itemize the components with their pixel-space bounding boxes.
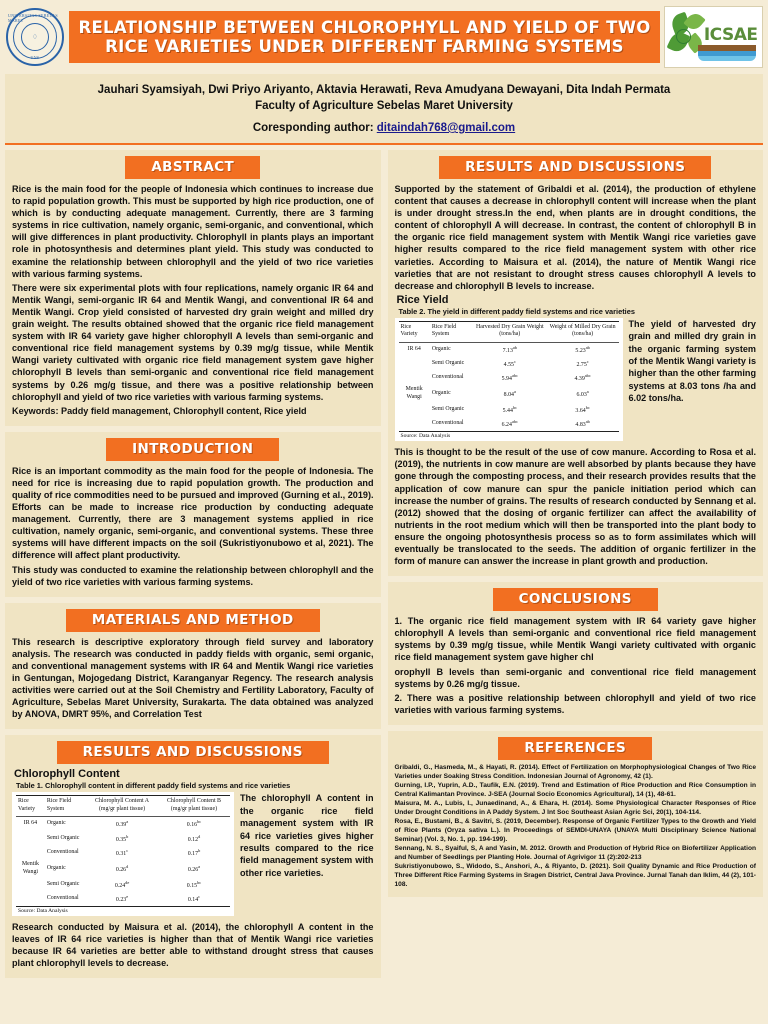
table2-body: [399, 342, 619, 432]
table1-r4-a: 0.24de: [114, 879, 130, 889]
table2-source: Source: Data Analysis: [400, 433, 451, 440]
table1-body: [16, 817, 230, 907]
table-row: [399, 403, 619, 417]
table-row: [399, 385, 619, 403]
table2-r1-system: Semi Organic: [431, 360, 465, 367]
table1-r3-b: 0.26$^a$: [187, 863, 201, 873]
table1-r0-a: 0.39$^a$: [115, 819, 129, 829]
table1-r1-a: 0.35$^b$: [115, 833, 129, 843]
table2-r2-variety: [399, 371, 430, 385]
table-row: [16, 860, 230, 878]
table2-header-row: [399, 321, 619, 342]
introduction-panel: [5, 432, 381, 597]
table2-r2-system: Conventional: [431, 374, 464, 381]
table2: [399, 321, 619, 432]
table1-col-chl-b: Chlorophyll Content B (mg/gr plant tissue): [158, 796, 230, 817]
introduction-heading: INTRODUCTION: [106, 438, 279, 461]
table1-header-row: [16, 796, 230, 817]
table1-r0-system: Organic: [46, 820, 66, 827]
table2-r4-h: 5.44$^{bc}$: [502, 405, 517, 415]
table1-r3-system: Organic: [46, 864, 66, 871]
abstract-heading-wrap: [12, 156, 374, 179]
conclusions-heading-wrap: [395, 588, 757, 611]
materials-panel: [5, 603, 381, 730]
references-heading: REFERENCES: [498, 737, 652, 760]
table1-wrapper: [12, 792, 234, 915]
table2-row-wrap: [395, 318, 757, 441]
poster-title-banner: [69, 11, 660, 63]
globe-icon: [676, 29, 691, 44]
materials-heading-wrap: [12, 609, 374, 632]
table1-r1-variety: [16, 831, 45, 845]
table2-caption: Table 2. The yield in different paddy field systems and rice varieties: [398, 306, 635, 316]
table2-r0-variety: IR 64: [407, 345, 421, 352]
table1-r3-a: 0.26$^d$: [115, 863, 129, 873]
table1-r3-variety: Mentik Wangi: [21, 860, 39, 875]
table2-r5-system: Conventional: [430, 417, 473, 432]
right-column: [388, 150, 764, 984]
table1: [16, 795, 230, 906]
table2-r4-m: 3.64$^{bc}$: [575, 405, 590, 415]
table2-col-milled: Weight of Milled Dry Grain (tons/ha): [547, 321, 619, 342]
table1-r1-b: 0.12$^d$: [187, 833, 201, 843]
table2-r5-m: 4.83$^{ab}$: [547, 417, 619, 432]
table1-r2-a: 0.31$^c$: [115, 847, 129, 857]
table2-r1-m: 2.75$^c$: [576, 359, 589, 369]
table1-r0-b: 0.16$^{bc}$: [186, 819, 202, 829]
materials-heading: MATERIALS AND METHOD: [66, 609, 320, 632]
uns-seal-icon: [6, 8, 64, 66]
corresponding-author-label: Coresponding author:: [252, 122, 377, 134]
table1-r4-variety: [16, 877, 45, 891]
table-row: [16, 817, 230, 832]
table2-r0-m: 5.23$^{ab}$: [575, 344, 590, 354]
corresponding-author-email[interactable]: ditaindah768@gmail.com: [376, 122, 516, 134]
icsae-logo: [664, 6, 763, 68]
abstract-paragraph-1: Rice is the main food for the people of Indonesia which continues to increase due to rapid population growth. This must be supported by high rice production, one of which is by conducting adequate management. Currently, there are 3 farming systems in rice cultivation, namely organic, semi-organic, and conventional, which will give differences in plant productivity. Chlorophyll in plants plays an important role in photosynthesis and determines plant yield. This study was conducted to examine the relationship between chlorophyll and the yield of two rice varieties with various farming systems.: [12, 184, 374, 279]
uns-logo-top-text: UNIVERSITAS SEBELAS MARET: [8, 13, 58, 23]
table-row: [399, 417, 619, 432]
table1-row-wrap: [12, 792, 374, 915]
table1-col-variety: Rice Variety: [16, 796, 45, 817]
abstract-keywords: Keywords: Paddy field management, Chlorophyll content, Rice yield: [12, 405, 307, 416]
abstract-paragraph-2: There were six experimental plots with four replications, namely organic IR 64 and Mentik Wangi, semi-organic IR 64 and Mentik Wangi, and conventional IR 64 and Mentik Wangi. Crop yield consisted of harvested dry grain weight and milled dry grain weight. The results obtained showed that the organic rice field management system with IR 64 variety gave higher chlorophyll A levels than semi-organic and conventional rice field management systems by 0.39 mg/g tissue, while Mentik Wangi variety cultivated with organic rice field management system gave higher chlorophyll B levels than semi-organic and conventional rice field management systems by 0.26 mg/g tissue, and there was a positive relationship between chlorophyll and yield of two rice varieties with various farming systems.: [12, 282, 374, 402]
icsae-logo-graphic: [668, 11, 760, 63]
references-panel: [388, 731, 764, 897]
reference-item: Gurning, I.P., Yuprin, A.D., Taufik, E.N. (2019). Trend and Estimation of Rice Production and Rice Consumption in Central Kalimantan Province. J-SEA (Journal Socio Economics Agricultural), 14 (1), 48-61.: [394, 782, 756, 798]
table1-r5-a: 0.23e: [86, 892, 158, 907]
poster-columns: [5, 150, 763, 984]
results-left-heading: RESULTS AND DISCUSSIONS: [57, 741, 329, 764]
table2-r5-variety: [399, 417, 430, 432]
author-affiliation: Faculty of Agriculture Sebelas Maret University: [255, 100, 513, 112]
references-heading-wrap: [395, 737, 757, 760]
results-left-panel: [5, 735, 381, 978]
abstract-panel: [5, 150, 381, 426]
author-names: Jauhari Syamsiyah, Dwi Priyo Ariyanto, Aktavia Herawati, Reva Amudyana Dewayani, Dita Indah Permata: [97, 84, 671, 96]
poster-header: [5, 4, 763, 70]
table-row: [399, 357, 619, 371]
chlorophyll-content-subheading: Chlorophyll Content: [14, 768, 120, 781]
table-row: [399, 371, 619, 385]
table-row: [16, 892, 230, 907]
reference-item: Sukristiyonubowo, S., Widodo, S., Anshori, A., & Riyanto, D. (2021). Soil Quality Dynamic and Rice Production of Three Different Rice Farming Systems in Sragen District, Central Java Province. Jurnal Tanah dan Iklim, 44 (2), 101-108.: [394, 863, 756, 888]
icsae-logo-text: ICSAE: [703, 25, 758, 45]
table-row: [16, 831, 230, 845]
page-title: RELATIONSHIP BETWEEN CHLOROPHYLL AND YIELD OF TWO RICE VARIETIES UNDER DIFFERENT FARMING SYSTEMS: [78, 18, 651, 56]
table1-col-system: Rice Field System: [45, 796, 86, 817]
table2-container: [395, 318, 623, 441]
uns-university-logo: [5, 7, 65, 67]
reference-item: Maisura, M. A., Lubis, I., Junaedinand, A., & Ehara, H. (2014). Some Physiological Character Responses of Rice Under Drought Conditions in A Paddy System. J Int Soc Southeast Asian Agric Sci, 20(1), 104-114.: [394, 800, 756, 816]
conclusion-item-1: 1. The organic rice field management system with IR 64 variety gave higher chlorophyll A levels than semi-organic and conventional rice field management systems by 0.39 mg/g tissue, while Mentik Wangi variety cultivated with organic rice field management system gave higher chl: [394, 616, 756, 663]
table1-r0-variety: IR 64: [23, 820, 38, 827]
table1-r2-b: 0.17$^b$: [187, 847, 201, 857]
table1-caption: Table 1. Chlorophyll content in different paddy field systems and rice varieties: [16, 781, 291, 791]
table-row: [399, 342, 619, 357]
table2-r2-h: 5.94$^{abc}$: [501, 373, 518, 383]
table1-r5-variety: [16, 892, 45, 907]
table1-r4-system: Semi Organic: [46, 880, 80, 887]
conclusion-item-2: 2. There was a positive relationship between chlorophyll and yield of two rice varieties with various farming systems.: [394, 692, 756, 715]
table1-container: [12, 792, 234, 915]
table2-col-harvested: Harvested Dry Grain Weight (tons/ha): [473, 321, 547, 342]
table2-r4-variety: [399, 403, 430, 417]
rice-yield-subheading: Rice Yield: [396, 293, 449, 306]
table2-r4-system: Semi Organic: [431, 406, 465, 413]
conclusions-panel: [388, 582, 764, 725]
reference-item: Rosa, E., Bustami, B., & Savitri, S. (2019, December). Response of Organic Fertilizer Types to the Growth and Yield of Rice Plants (Oryza sativa L.). In Proceedings of SEMDI-UNAYA (UNAYA Multi Disciplinary Science National Seminar) (Vol. 3, No. 1, pp. 194-199).: [394, 818, 756, 843]
results-right-intro-paragraph: Supported by the statement of Gribaldi et al. (2014), the production of ethylene content that causes a decrease in chlorophyll content will increase when the plant is under drought stress.In the end, when plants are in drought conditions, the content of chlorophyll A will decrease. In contrast, the content of chlorophyll B in the organic rice field management system with Mentik Wangi rice varieties gave higher results compared to the rice field management system with other rice varieties. According to Maisura et al. (2014), the nature of Mentik Wangi rice varieties that are not resistant to drought stress causes chlorophyll A levels to decrease and chlorophyll B levels to increase.: [394, 184, 756, 291]
table2-side-paragraph: The yield of harvested dry grain and milled dry grain in the organic farming system of the Mentik Wangi variety is higher than the other farming systems at 8.03 tons /ha and 6.02 tons/ha.: [628, 318, 757, 404]
abstract-heading: ABSTRACT: [125, 156, 260, 179]
reference-item: Gribaldi, G., Hasmeda, M., & Hayati, R. (2014). Effect of Fertilization on Morphophysiological Changes of Two Rice Varieties under Soaking Stress Condition. Indonesian Journal of Agronomy, 42 (1).: [394, 763, 756, 780]
table-row: [16, 877, 230, 891]
table1-r5-b: 0.14$^c$: [158, 892, 230, 907]
book-icon: [698, 45, 756, 61]
reference-item: Sennang, N. S., Syaiful, S, A and Yasin, M. 2012. Growth and Production of Hybrid Rice on Biofertilizer Application and Number of Seedlings per Planting Hole. Journal of Agrivigor 11 (2):202-213: [394, 845, 756, 861]
conclusions-heading: CONCLUSIONS: [493, 588, 658, 611]
table2-r3-h: 8.04$^a$: [503, 389, 516, 399]
table2-col-system: Rice Field System: [430, 321, 473, 342]
table1-r2-variety: [16, 846, 45, 860]
table2-r3-variety: Mentik Wangi: [405, 386, 423, 401]
table2-r2-m: 4.39$^{abc}$: [574, 373, 591, 383]
uns-logo-bottom-text: UNS: [30, 55, 40, 60]
results-left-closing-paragraph: Research conducted by Maisura et al. (2014), the chlorophyll A content in the leaves of IR 64 rice varieties is higher than that of Mentik Wangi rice varieties because IR 64 varieties are better able to withstand drought stress that causes plant chlorophyll levels to decrease.: [12, 921, 374, 969]
results-right-heading: RESULTS AND DISCUSSIONS: [439, 156, 711, 179]
table2-r3-m: 6.03$^a$: [576, 389, 589, 399]
table1-r1-system: Semi Organic: [46, 834, 80, 841]
left-column: [5, 150, 381, 984]
results-right-heading-wrap: [395, 156, 757, 179]
table-row: [16, 846, 230, 860]
corresponding-author-line: [11, 122, 757, 134]
authors-block: [5, 74, 763, 145]
table1-r2-system: Conventional: [46, 848, 79, 855]
table2-r3-system: Organic: [431, 390, 451, 397]
table2-wrapper: [395, 318, 623, 441]
table2-r1-h: 4.55$^c$: [503, 359, 516, 369]
table2-r0-h: 7.13$^{ab}$: [502, 344, 517, 354]
conclusion-item-1-cont: orophyll B levels than semi-organic and conventional rice field management systems by 0.26 mg/g tissue.: [394, 666, 756, 689]
table1-source: Source: Data Analysis: [18, 907, 68, 914]
table1-side-paragraph: The chlorophyll A content in the organic rice field management system with IR 64 rice varieties gives higher results compared to the rice field management system with other rice varieties.: [240, 793, 374, 878]
materials-paragraph-1: This research is descriptive exploratory through field survey and laboratory analysis. The research was conducted in paddy fields with organic, semi organic, and conventional management systems with IR 64 and Mentik Wangi rice varieties in Gentungan, Mojogedang District, Karanganyar Regency. The research analysis activities were carried out at the Soil Chemistry and Fertility Laboratory, Faculty of Agriculture, Sebelas Maret University, Surakarta. The data obtained was analyzed by ANOVA, DMRT 95%, and Correlation Test: [12, 636, 374, 720]
results-right-closing-paragraph: This is thought to be the result of the use of cow manure. According to Rosa et al. (2019), the nutrients in cow manure are well absorbed by plants because they have gone through the composting process, and their research provides results that the application of cow manure can spur the panicle initiation period which can increase the number of grains. The results of research conducted by Sennang et al. (2012) showed that the dosing of organic fertilizer can affect the availability of nutrients in the root medium which will then be transported into the plant body to ensure the ongoing photosynthesis process so as to form assimilates which will eventually be translocated to the seeds. The addition of organic fertilizer in the form of manure can answer the increase in plant growth and production.: [394, 447, 756, 567]
introduction-paragraph-2: This study was conducted to examine the relationship between chlorophyll and the yield of two rice varieties with various farming systems.: [12, 564, 374, 587]
table2-r5-h: 6.24$^{abc}$: [473, 417, 547, 432]
table2-r0-system: Organic: [431, 345, 451, 352]
table2-r1-variety: [399, 357, 430, 371]
table1-r4-b: 0.15$^{bc}$: [186, 879, 202, 889]
introduction-heading-wrap: [12, 438, 374, 461]
table1-r5-system: Conventional: [45, 892, 86, 907]
introduction-paragraph-1: Rice is an important commodity as the main food for the people of Indonesia. The need for rice is increasing due to rapid population growth. The production and quality of rice commodities need to be pursued and improved (Gurning et al., 2019). Efforts can be made to increase rice production by conducting adequate management. Currently, there are 3 management systems applied in rice cultivation, namely organic, semi-organic, and conventional systems. These three systems will have different impacts on the soil (Sukristiyonubowo et al, 2021). The difference will affect plant productivity.: [12, 465, 374, 561]
table2-col-variety: Rice Variety: [399, 321, 430, 342]
results-right-panel: [388, 150, 764, 576]
table1-col-chl-a: Chlorophyll Content A (mg/gr plant tissue): [86, 796, 158, 817]
uns-logo-mark: ♢: [31, 33, 39, 41]
results-left-heading-wrap: [12, 741, 374, 764]
